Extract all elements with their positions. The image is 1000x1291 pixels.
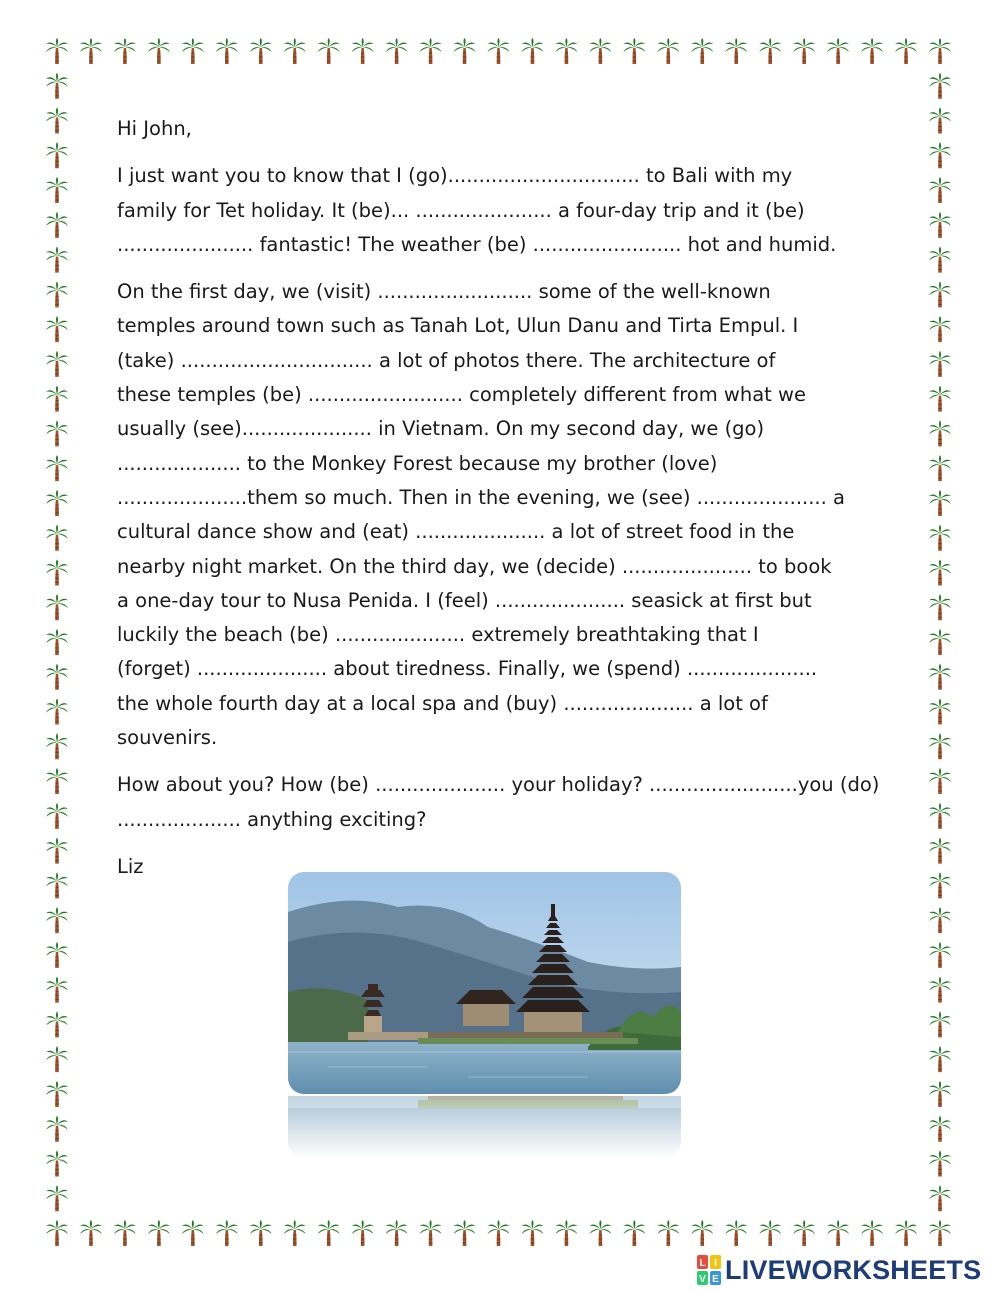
palm-tree-icon (114, 38, 136, 64)
palm-tree-icon (827, 38, 849, 64)
palm-tree-icon (46, 1150, 68, 1176)
text-line: cultural dance show and (eat) ..................... a lot of street food in the (117, 520, 795, 544)
palm-tree-icon (657, 1220, 679, 1246)
text-line: .................... anything exciting? (117, 807, 427, 831)
palm-tree-icon (46, 1046, 68, 1072)
palm-tree-icon (488, 38, 510, 64)
palm-tree-icon (929, 594, 951, 620)
logo-icon-letter: V (699, 1274, 706, 1285)
palm-tree-icon (929, 629, 951, 655)
palm-tree-icon (46, 699, 68, 725)
palm-tree-icon (488, 1220, 510, 1246)
palm-tree-icon (46, 1116, 68, 1142)
palm-tree-icon (929, 1116, 951, 1142)
palm-tree-icon (929, 38, 951, 64)
text-line: .................... to the Monkey Forest because my brother (love) (117, 451, 718, 475)
palm-tree-icon (46, 38, 68, 64)
letter-body (117, 112, 892, 897)
logo-icon-letter: E (712, 1274, 719, 1285)
logo-icon-letter: L (699, 1258, 706, 1269)
palm-tree-icon (46, 420, 68, 446)
palm-tree-icon (691, 1220, 713, 1246)
palm-tree-icon (929, 803, 951, 829)
palm-tree-icon (929, 942, 951, 968)
greeting: Hi John, (117, 117, 192, 140)
palm-tree-icon (46, 1011, 68, 1037)
palm-tree-icon (318, 38, 340, 64)
palm-tree-icon (929, 212, 951, 238)
palm-tree-icon (623, 38, 645, 64)
palm-tree-icon (46, 977, 68, 1003)
palm-tree-icon (929, 838, 951, 864)
palm-tree-icon (114, 1220, 136, 1246)
palm-tree-icon (929, 664, 951, 690)
paragraph-1 (117, 159, 892, 262)
palm-tree-icon (454, 38, 476, 64)
paragraph-3 (117, 768, 892, 837)
palm-tree-icon (46, 559, 68, 585)
palm-tree-icon (46, 664, 68, 690)
palm-tree-icon (46, 1185, 68, 1211)
palm-tree-icon (929, 559, 951, 585)
palm-tree-icon (929, 1046, 951, 1072)
palm-tree-icon (521, 1220, 543, 1246)
palm-tree-icon (725, 38, 747, 64)
palm-tree-icon (46, 177, 68, 203)
text-line: these temples (be) ......................... completely different from what we (117, 383, 806, 407)
palm-tree-icon (46, 942, 68, 968)
palm-tree-icon (46, 108, 68, 134)
palm-tree-icon (929, 1150, 951, 1176)
palm-tree-icon (46, 281, 68, 307)
palm-tree-icon (929, 386, 951, 412)
palm-tree-icon (725, 1220, 747, 1246)
palm-tree-icon (318, 1220, 340, 1246)
palm-tree-icon (46, 386, 68, 412)
palm-tree-icon (216, 1220, 238, 1246)
palm-tree-icon (420, 1220, 442, 1246)
palm-tree-icon (929, 907, 951, 933)
palm-tree-icon (182, 1220, 204, 1246)
palm-tree-icon (420, 38, 442, 64)
palm-tree-icon (386, 1220, 408, 1246)
palm-tree-icon (929, 872, 951, 898)
signature: Liz (117, 854, 144, 878)
palm-tree-icon (759, 1220, 781, 1246)
text-line: How about you? How (be) ..................... your holiday? ........................you (do) (117, 773, 880, 797)
palm-tree-icon (250, 38, 272, 64)
palm-tree-icon (657, 38, 679, 64)
palm-tree-icon (929, 490, 951, 516)
palm-tree-icon (929, 247, 951, 273)
palm-tree-icon (80, 38, 102, 64)
temple-photo (288, 872, 681, 1094)
palm-tree-icon (589, 38, 611, 64)
palm-tree-icon (80, 1220, 102, 1246)
palm-tree-icon (46, 525, 68, 551)
liveworksheets-logo (697, 1253, 981, 1287)
palm-tree-icon (929, 1185, 951, 1211)
temple-photo-reflection (288, 1096, 681, 1158)
palm-tree-icon (929, 420, 951, 446)
logo-icon (697, 1255, 721, 1285)
palm-tree-icon (46, 73, 68, 99)
palm-tree-icon (759, 38, 781, 64)
palm-tree-icon (46, 455, 68, 481)
text-line: nearby night market. On the third day, we (decide) ..................... to book (117, 554, 832, 578)
palm-tree-icon (793, 38, 815, 64)
palm-tree-icon (46, 247, 68, 273)
palm-tree-icon (861, 38, 883, 64)
palm-tree-icon (929, 142, 951, 168)
text-line: I just want you to know that I (go)............................... to Bali with my (117, 164, 793, 188)
palm-tree-icon (929, 455, 951, 481)
palm-tree-icon (46, 351, 68, 377)
palm-tree-icon (929, 1081, 951, 1107)
palm-tree-icon (148, 1220, 170, 1246)
palm-tree-icon (46, 629, 68, 655)
text-line: (take) ............................... a lot of photos there. The architecture of (117, 348, 776, 372)
text-line: (forget) ..................... about tiredness. Finally, we (spend) ..................... (117, 657, 818, 681)
palm-tree-icon (929, 73, 951, 99)
paragraph-2 (117, 275, 892, 755)
palm-tree-icon (929, 1011, 951, 1037)
palm-tree-icon (929, 108, 951, 134)
palm-tree-icon (46, 212, 68, 238)
palm-tree-icon (929, 977, 951, 1003)
text-line: usually (see)..................... in Vietnam. On my second day, we (go) (117, 417, 765, 441)
text-line: .....................them so much. Then in the evening, we (see) ..................... a (117, 485, 845, 509)
text-line: ...................... fantastic! The weather (be) ........................ hot and humid. (117, 232, 837, 256)
palm-tree-icon (589, 1220, 611, 1246)
palm-tree-icon (793, 1220, 815, 1246)
palm-tree-icon (352, 1220, 374, 1246)
palm-tree-icon (216, 38, 238, 64)
palm-tree-icon (861, 1220, 883, 1246)
text-line: the whole fourth day at a local spa and (buy) ..................... a lot of (117, 691, 768, 715)
palm-tree-icon (929, 525, 951, 551)
palm-tree-icon (929, 316, 951, 342)
palm-tree-icon (555, 38, 577, 64)
palm-tree-icon (929, 733, 951, 759)
palm-tree-icon (46, 872, 68, 898)
text-line: souvenirs. (117, 726, 218, 750)
palm-tree-icon (46, 733, 68, 759)
palm-tree-icon (895, 1220, 917, 1246)
palm-tree-icon (555, 1220, 577, 1246)
palm-tree-icon (929, 281, 951, 307)
palm-tree-icon (284, 1220, 306, 1246)
palm-tree-icon (623, 1220, 645, 1246)
palm-tree-icon (521, 38, 543, 64)
text-line: temples around town such as Tanah Lot, Ulun Danu and Tirta Empul. I (117, 314, 799, 338)
palm-tree-icon (46, 803, 68, 829)
text-line: a one-day tour to Nusa Penida. I (feel) ..................... seasick at first but (117, 588, 812, 612)
palm-tree-icon (46, 768, 68, 794)
palm-tree-icon (929, 768, 951, 794)
palm-tree-icon (46, 907, 68, 933)
palm-tree-icon (148, 38, 170, 64)
palm-tree-icon (182, 38, 204, 64)
text-line: On the first day, we (visit) ......................... some of the well-known (117, 280, 771, 304)
palm-tree-icon (352, 38, 374, 64)
text-line: luckily the beach (be) ..................... extremely breathtaking that I (117, 623, 759, 647)
palm-tree-icon (386, 38, 408, 64)
text-line: family for Tet holiday. It (be)... ...................... a four-day trip and it (be) (117, 198, 805, 222)
palm-tree-icon (46, 1081, 68, 1107)
palm-tree-icon (691, 38, 713, 64)
palm-tree-icon (46, 142, 68, 168)
palm-tree-icon (46, 838, 68, 864)
palm-tree-icon (827, 1220, 849, 1246)
palm-tree-icon (929, 177, 951, 203)
palm-tree-icon (46, 594, 68, 620)
logo-icon-letter: I (714, 1258, 717, 1269)
palm-tree-icon (250, 1220, 272, 1246)
palm-tree-icon (46, 1220, 68, 1246)
palm-tree-icon (46, 490, 68, 516)
logo-text: LIVEWORKSHEETS (725, 1254, 982, 1285)
palm-tree-icon (454, 1220, 476, 1246)
palm-tree-icon (46, 316, 68, 342)
palm-tree-icon (929, 1220, 951, 1246)
palm-tree-icon (895, 38, 917, 64)
palm-tree-icon (284, 38, 306, 64)
palm-tree-icon (929, 351, 951, 377)
palm-tree-icon (929, 699, 951, 725)
